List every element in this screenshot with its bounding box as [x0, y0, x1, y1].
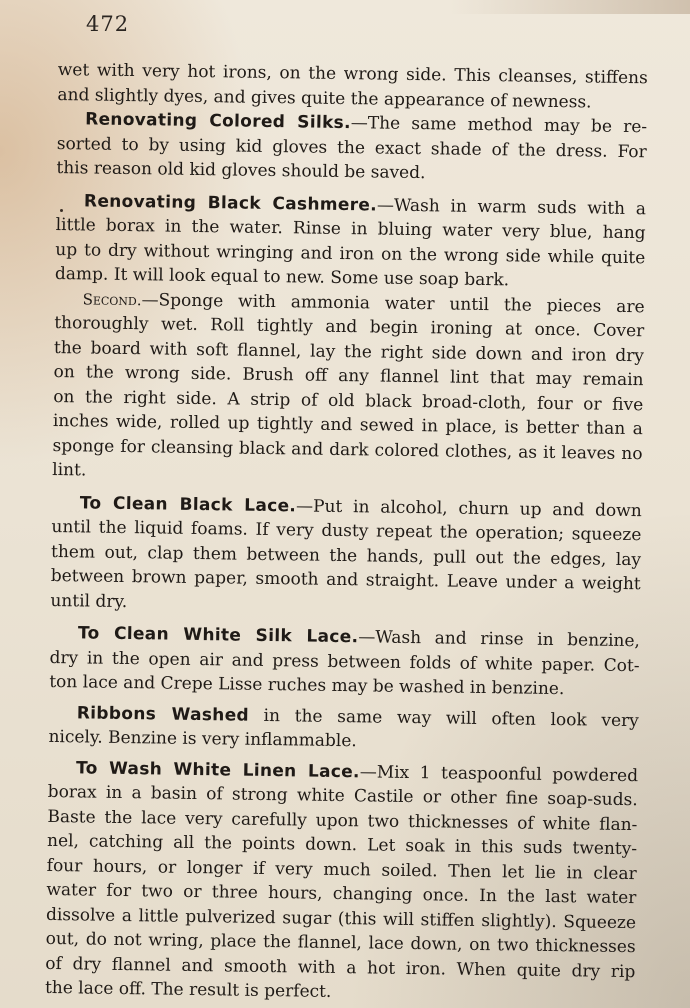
text-line: ton lace and Crepe Lisse ruches may be washed in benzine. [49, 671, 565, 700]
text-line: nel, catching all the points down. Let soak in this suds twenty- [46, 830, 638, 860]
paragraph-continuation [57, 58, 648, 115]
text-line: sponge for cleansing black and dark colored clothes, as it leaves no [52, 435, 643, 464]
text-line: thoroughly wet. Roll tightly and begin ironing at once. Cover [54, 312, 645, 342]
section-heading: Renovating Colored Silks. [85, 109, 351, 134]
text-run: —Wash and rinse in benzine, [358, 627, 641, 652]
text-line: borax in a basin of strong white Castile or other fine soap-suds. [47, 781, 638, 811]
text-line: between brown paper, smooth and straight. Leave under a weight [50, 565, 641, 595]
paragraph-wash-white-linen-lace [45, 755, 638, 1008]
section-heading: Ribbons Washed [76, 702, 250, 726]
text-line: four hours, or longer if very much soiled. Then let lie in clear [46, 855, 637, 884]
text-line: until dry. [50, 590, 128, 612]
text-line: Baste the lace very carefully upon two thicknesses of white flan- [47, 806, 638, 835]
text-line: water for two or three hours, changing once. In the last water [46, 879, 637, 909]
text-line: nicely. Benzine is very inflammable. [48, 726, 357, 752]
text-line: dissolve a little pulverized sugar (this will stiffen slightly). Squeeze [45, 904, 637, 933]
text-line: the board with soft flannel, lay the right side down and iron dry [53, 337, 645, 366]
text-line: inches wide, rolled up tightly and sewed in place, is better than a [52, 410, 644, 440]
paragraph-renovating-colored-silks [56, 107, 647, 189]
text-run: —Mix 1 teaspoonful powdered [359, 761, 639, 786]
section-heading: To Clean White Silk Lace. [77, 623, 359, 648]
page-text [45, 58, 648, 1008]
text-line: wet with very hot irons, on the wrong side. This cleanses, stiffens [57, 59, 648, 89]
text-line: on the wrong side. Brush off any flannel lint that may remain [53, 361, 644, 391]
text-run: —Put in alcohol, churn up and down [295, 495, 642, 521]
paragraph-clean-black-lace [50, 490, 642, 621]
text-run: —The same method may be re- [350, 113, 648, 138]
text-line: dry in the open air and press between folds of white paper. Cot- [49, 647, 640, 676]
text-line: up to dry without wringing and iron on the wrong side while quite [55, 239, 646, 268]
paragraph-ribbons-washed [48, 700, 639, 757]
text-line: until the liquid foams. If very dusty repeat the operation; squeeze [51, 516, 642, 546]
page-number: 472 [86, 12, 130, 36]
section-heading: To Wash White Linen Lace. [75, 757, 360, 782]
text-line: lint. [52, 459, 87, 481]
text-run: in the same way will often look very [248, 705, 639, 731]
paragraph-renovating-black-cashmere [55, 188, 646, 294]
text-line: them out, clap them between the hands, pull out the edges, lay [50, 541, 642, 570]
text-line: and slightly dyes, and gives quite the appearance of newness. [57, 84, 592, 112]
text-line: the lace off. The result is perfect. [44, 977, 332, 1002]
page-edge-shadow [450, 0, 690, 14]
paragraph-lead: Second. [82, 289, 142, 309]
text-line: of dry flannel and smooth with a hot iron. When quite dry rip [45, 953, 636, 982]
text-run: —Sponge with ammonia water until the pieces are [141, 289, 645, 317]
paragraph-second-method [52, 286, 645, 490]
text-line: damp. It will look equal to new. Some use soap bark. [54, 263, 510, 291]
section-heading: To Clean Black Lace. [79, 492, 297, 516]
paragraph-clean-white-silk-lace [49, 621, 640, 703]
text-run: —Wash in warm suds with a [376, 194, 647, 219]
section-heading: Renovating Black Cashmere. [83, 190, 378, 215]
text-line: out, do not wring, place the flannel, lace down, on two thicknesses [45, 928, 636, 958]
text-line: on the right side. A strip of old black broad-cloth, four or five [53, 386, 644, 415]
text-line: sorted to by using kid gloves the exact shade of the dress. For [56, 133, 647, 162]
text-line: little borax in the water. Rinse in bluing water very blue, hang [55, 214, 646, 244]
text-line: this reason old kid gloves should be saved. [56, 157, 426, 184]
